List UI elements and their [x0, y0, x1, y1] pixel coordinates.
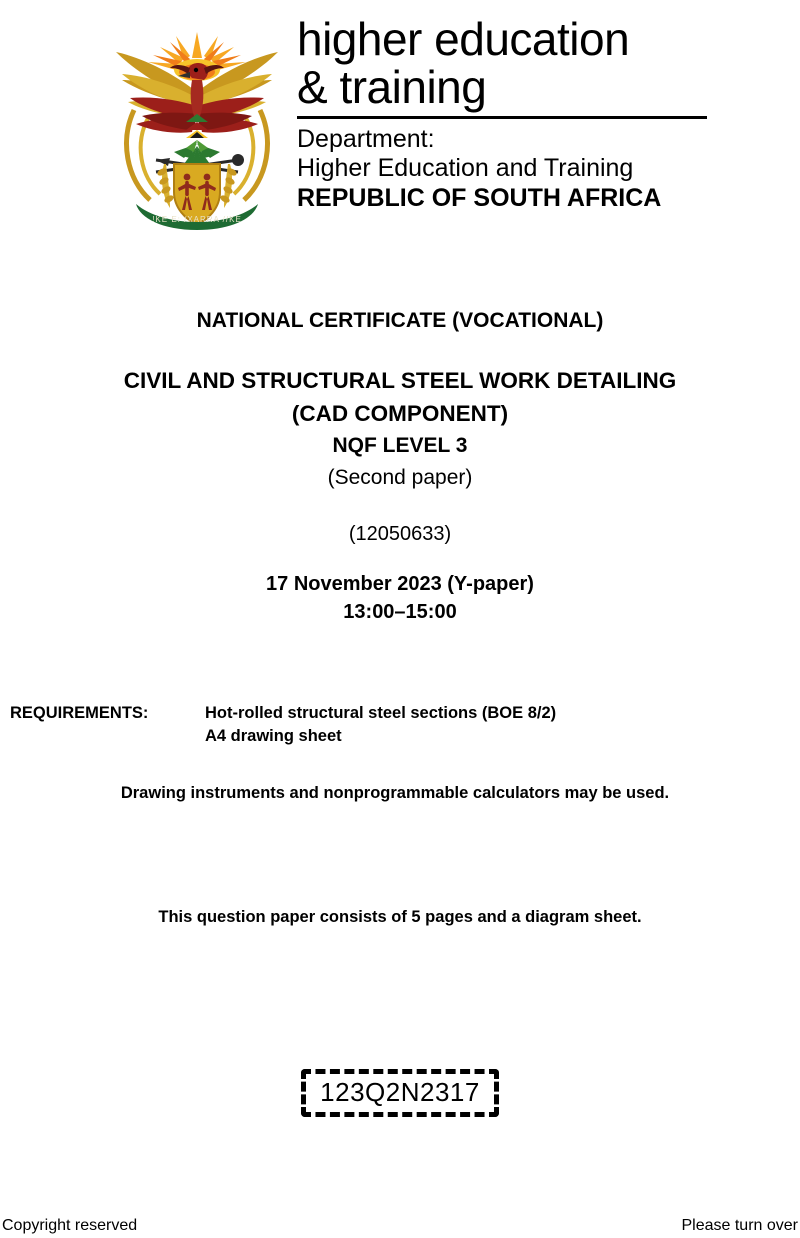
logo-department-name: Higher Education and Training: [297, 154, 634, 182]
south-african-coat-of-arms-icon: [104, 14, 290, 236]
logo-divider: [297, 116, 707, 119]
requirements-list: [205, 702, 556, 748]
requirement-item: Hot-rolled structural steel sections (BOE 8/2): [205, 704, 557, 722]
paper-number: (Second paper): [327, 466, 473, 489]
requirement-item: A4 drawing sheet: [205, 727, 342, 745]
certificate-name: NATIONAL CERTIFICATE (VOCATIONAL): [196, 309, 604, 332]
document-header: [0, 0, 800, 250]
exam-time: 13:00–15:00: [343, 601, 457, 623]
subject-code: (12050633): [348, 523, 452, 545]
subject-title-line2: (CAD COMPONENT): [291, 401, 509, 426]
coat-of-arms-motto: !KE E: /XARRA //KE: [152, 215, 242, 224]
department-logo-text: [297, 13, 717, 213]
copyright-notice: Copyright reserved: [2, 1217, 138, 1234]
requirements-label: REQUIREMENTS:: [10, 704, 149, 722]
logo-country: REPUBLIC OF SOUTH AFRICA: [297, 184, 662, 212]
reference-code-container: [0, 1069, 800, 1117]
requirements-row: [0, 702, 800, 748]
turn-over-notice: Please turn over: [681, 1217, 798, 1234]
logo-line-and-training: & training: [297, 61, 487, 113]
reference-code-box: 123Q2N2317: [301, 1069, 499, 1117]
page-footer: [0, 1216, 800, 1238]
exam-title-block: [0, 308, 800, 626]
requirements-section: [0, 702, 800, 804]
subject-title: [0, 364, 800, 430]
logo-line-higher-education: higher education: [297, 13, 630, 65]
page-count-statement: This question paper consists of 5 pages and a diagram sheet.: [158, 908, 642, 926]
logo-department-label: Department:: [297, 125, 435, 153]
subject-title-line1: CIVIL AND STRUCTURAL STEEL WORK DETAILING: [123, 368, 677, 393]
requirements-note: Drawing instruments and nonprogrammable calculators may be used.: [120, 784, 670, 802]
nqf-level: NQF LEVEL 3: [332, 434, 468, 457]
exam-date: 17 November 2023 (Y-paper): [266, 573, 534, 595]
